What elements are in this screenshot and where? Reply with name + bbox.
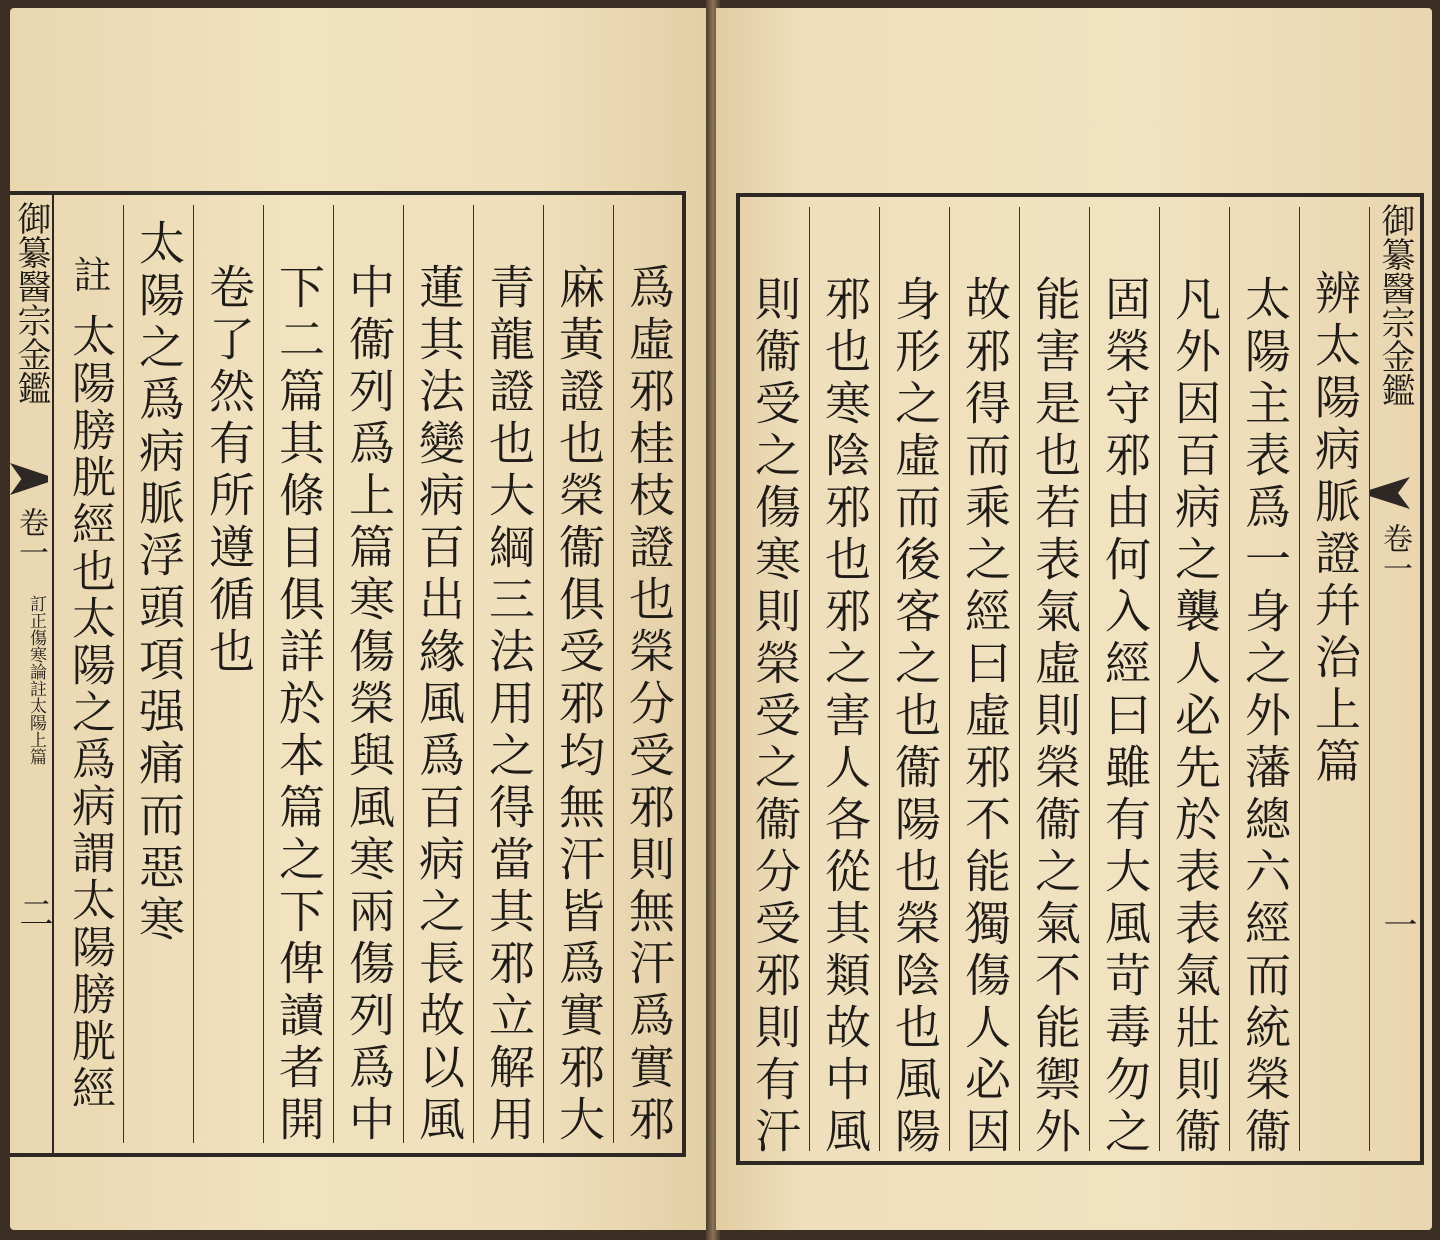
r-column-7 bbox=[880, 207, 950, 1159]
left-page-frame bbox=[10, 191, 686, 1157]
column-1 bbox=[124, 205, 194, 1143]
column-5 bbox=[404, 205, 474, 1147]
fish-tail-mark bbox=[10, 463, 48, 495]
r-column-8 bbox=[810, 207, 880, 1159]
r-column-9-text: 則衞受之傷寒則榮受之衞分受邪則有汗 bbox=[748, 275, 802, 1159]
r-column-1 bbox=[1300, 207, 1370, 1151]
column-annotation bbox=[54, 205, 124, 1143]
right-page bbox=[716, 8, 1432, 1230]
r-column-5-text: 能害是也若表氣虛則榮衞之氣不能禦外 bbox=[1028, 275, 1082, 1159]
fish-tail-mark-right bbox=[1370, 477, 1410, 509]
r-column-5 bbox=[1020, 207, 1090, 1159]
column-2 bbox=[194, 205, 264, 1143]
r-column-8-text: 邪也寒陰邪也邪之害人各從其類故中風 bbox=[818, 275, 872, 1159]
right-margin-strip bbox=[1370, 197, 1420, 1161]
column-3 bbox=[264, 205, 334, 1147]
column-6 bbox=[474, 205, 544, 1147]
right-margin-book-title: 御纂醫宗金鑑 bbox=[1375, 203, 1415, 407]
column-8-text: 爲虛邪桂枝證也榮分受邪則無汗爲實邪 bbox=[622, 263, 676, 1147]
r-column-1-text: 辨太陽病脈證幷治上篇 bbox=[1308, 269, 1362, 789]
right-margin-volume: 卷一 bbox=[1377, 523, 1412, 583]
column-7 bbox=[544, 205, 614, 1147]
column-4-text: 中衞列爲上篇寒傷榮與風寒兩傷列爲中 bbox=[342, 263, 396, 1147]
r-column-6-text: 故邪得而乘之經曰虛邪不能獨傷人必因 bbox=[958, 275, 1012, 1159]
column-5-text: 蓮其法變病百出緣風爲百病之長故以風 bbox=[412, 263, 466, 1147]
r-column-4-text: 固榮守邪由何入經曰雖有大風苛毒勿之 bbox=[1098, 275, 1152, 1159]
annotation-label: 註 bbox=[67, 255, 111, 299]
r-column-6 bbox=[950, 207, 1020, 1159]
column-2-text: 卷了然有所遵循也 bbox=[202, 263, 256, 679]
left-page bbox=[10, 8, 710, 1230]
column-7-text: 麻黃證也榮衞俱受邪均無汗皆爲實邪大 bbox=[552, 263, 606, 1147]
left-margin-page-number: 二 bbox=[13, 895, 53, 929]
annotation-text: 太陽膀胱經也太陽之爲病謂太陽膀胱經 bbox=[64, 313, 115, 1112]
right-margin-page-number: 一 bbox=[1377, 907, 1417, 941]
r-column-2-text: 太陽主表爲一身之外藩總六經而統榮衞 bbox=[1238, 275, 1292, 1159]
r-column-9 bbox=[740, 207, 810, 1159]
r-column-4 bbox=[1090, 207, 1160, 1159]
column-8 bbox=[614, 205, 684, 1147]
column-4 bbox=[334, 205, 404, 1147]
left-margin-section: 訂正傷寒論註太陽上篇 bbox=[26, 595, 46, 765]
left-margin-book-title: 御纂醫宗金鑑 bbox=[11, 201, 51, 405]
r-column-3-text: 凡外因百病之襲人必先於表表氣壯則衞 bbox=[1168, 275, 1222, 1159]
r-column-3 bbox=[1160, 207, 1230, 1159]
column-6-text: 青龍證也大綱三法用之得當其邪立解用 bbox=[482, 263, 536, 1147]
r-column-2 bbox=[1230, 207, 1300, 1159]
right-page-frame bbox=[736, 193, 1424, 1165]
left-margin-volume: 卷一 bbox=[13, 507, 48, 567]
column-3-text: 下二篇其條目俱詳於本篇之下俾讀者開 bbox=[272, 263, 326, 1147]
r-column-7-text: 身形之虛而後客之也衞陽也榮陰也風陽 bbox=[888, 275, 942, 1159]
left-margin-strip bbox=[10, 195, 54, 1153]
column-1-text: 太陽之爲病脈浮頭項强痛而惡寒 bbox=[132, 219, 186, 947]
